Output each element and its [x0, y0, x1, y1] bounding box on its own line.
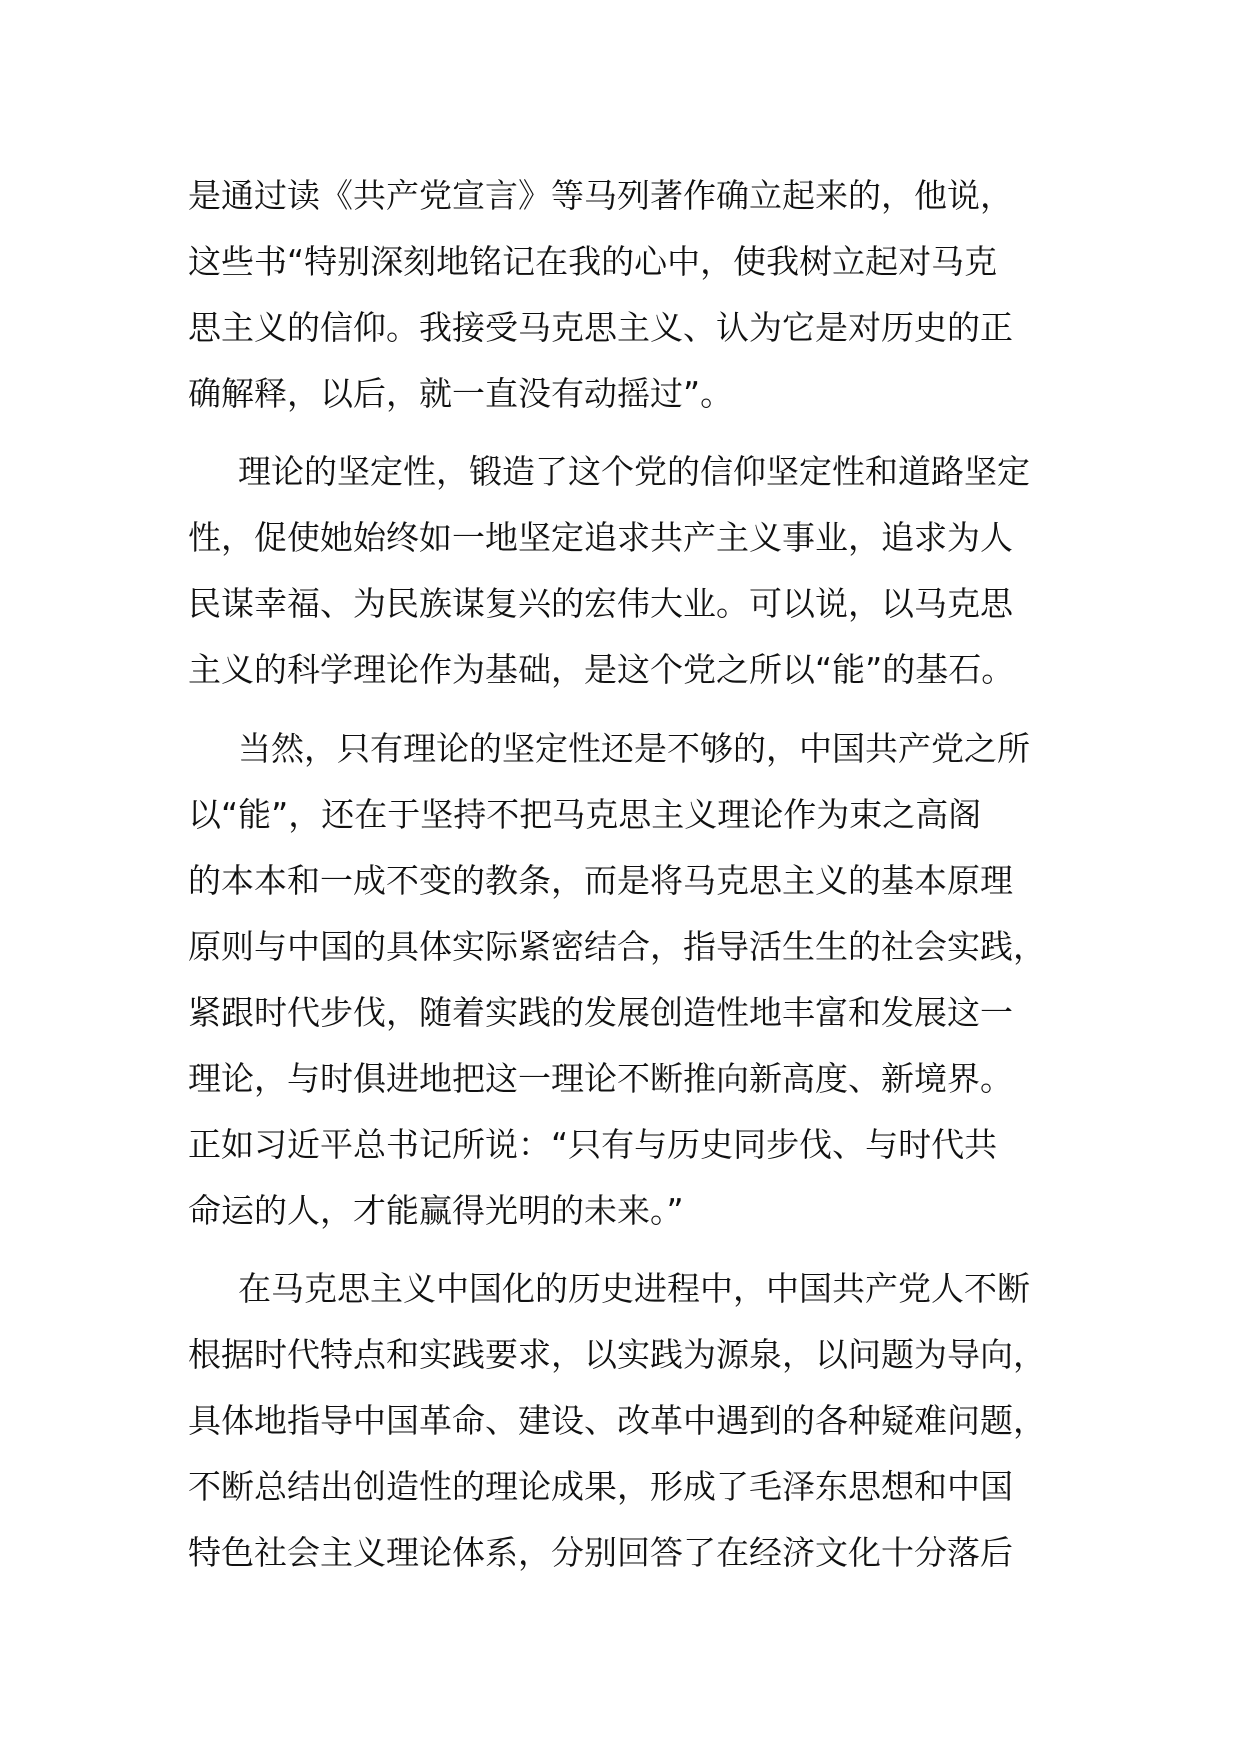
paragraph-line: 确解释，以后，就一直没有动摇过”。 — [188, 374, 734, 413]
paragraph-line: 根据时代特点和实践要求，以实践为源泉，以问题为导向， — [188, 1335, 1046, 1374]
paragraph-line: 当然，只有理论的坚定性还是不够的，中国共产党之所 — [238, 729, 1030, 768]
paragraph-line: 的本本和一成不变的教条，而是将马克思主义的基本原理 — [188, 861, 1013, 900]
paragraph-3 — [188, 716, 1068, 1244]
paragraph-line: 命运的人，才能赢得光明的未来。” — [188, 1191, 684, 1230]
paragraph-2 — [188, 439, 1068, 703]
paragraph-line: 不断总结出创造性的理论成果，形成了毛泽东思想和中国 — [188, 1467, 1013, 1506]
paragraph-line: 理论的坚定性，锻造了这个党的信仰坚定性和道路坚定 — [238, 452, 1030, 491]
paragraph-line: 在马克思主义中国化的历史进程中，中国共产党人不断 — [238, 1269, 1030, 1308]
paragraph-line: 正如习近平总书记所说：“只有与历史同步伐、与时代共 — [188, 1125, 998, 1164]
paragraph-4 — [188, 1256, 1068, 1586]
paragraph-line: 思主义的信仰。我接受马克思主义、认为它是对历史的正 — [188, 308, 1013, 347]
paragraph-line: 原则与中国的具体实际紧密结合，指导活生生的社会实践， — [188, 927, 1046, 966]
paragraph-line: 这些书“特别深刻地铭记在我的心中，使我树立起对马克 — [188, 242, 998, 281]
paragraph-line: 民谋幸福、为民族谋复兴的宏伟大业。可以说，以马克思 — [188, 584, 1013, 623]
paragraph-line: 是通过读《共产党宣言》等马列著作确立起来的，他说， — [188, 176, 1013, 215]
paragraph-line: 性，促使她始终如一地坚定追求共产主义事业，追求为人 — [188, 518, 1013, 557]
paragraph-line: 主义的科学理论作为基础，是这个党之所以“能”的基石。 — [188, 650, 1015, 689]
paragraph-line: 以“能”，还在于坚持不把马克思主义理论作为束之高阁 — [188, 795, 982, 834]
paragraph-line: 理论，与时俱进地把这一理论不断推向新高度、新境界。 — [188, 1059, 1013, 1098]
paragraph-line: 紧跟时代步伐，随着实践的发展创造性地丰富和发展这一 — [188, 993, 1013, 1032]
paragraph-line: 具体地指导中国革命、建设、改革中遇到的各种疑难问题， — [188, 1401, 1046, 1440]
paragraph-1 — [188, 163, 1068, 427]
paragraph-line: 特色社会主义理论体系，分别回答了在经济文化十分落后 — [188, 1533, 1013, 1572]
